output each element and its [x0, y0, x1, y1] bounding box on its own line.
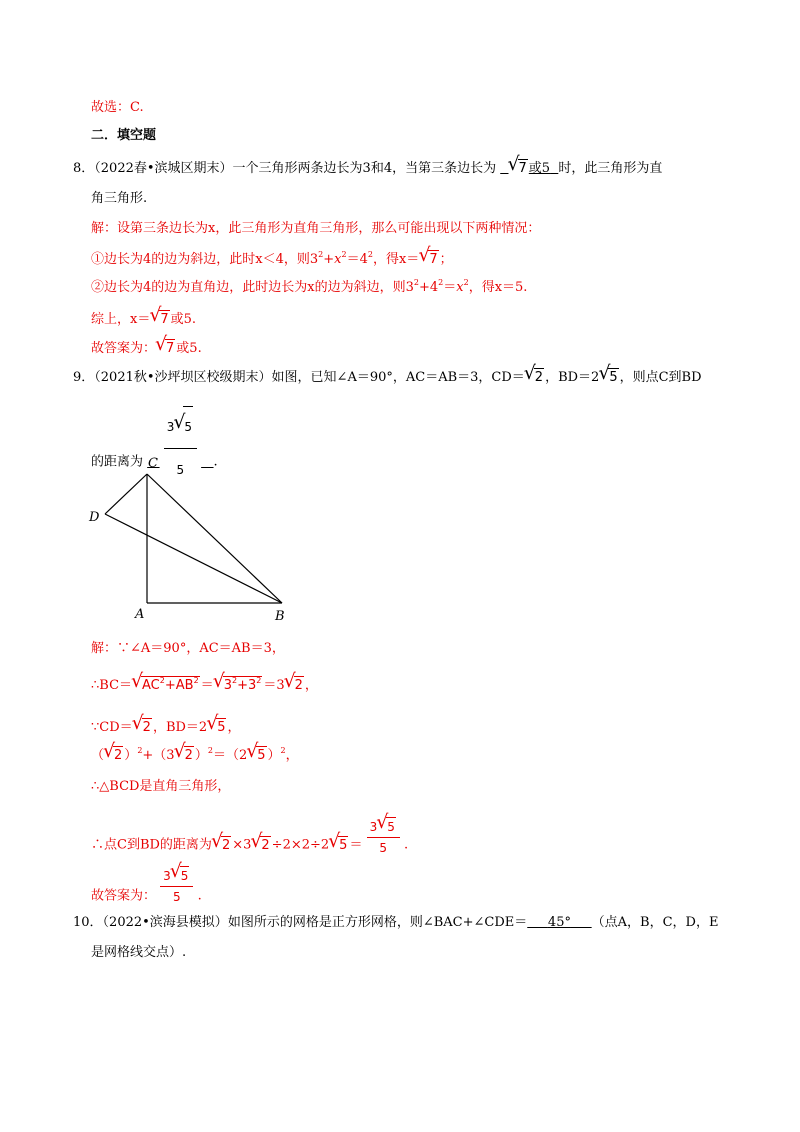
q9-solution-4: （√ 2 ）$^2$+（3√ 2 ）$^2$＝（2√ 5 ）$^2$，: [91, 746, 299, 765]
point-d-label: D: [89, 510, 100, 525]
q9-solution-3: ∵CD＝√ 2 ，BD＝2√ 5 ，: [91, 718, 240, 737]
question-text: 时，此三角形为直: [558, 161, 663, 176]
question-10-line-2: 是网格线交点）.: [91, 945, 187, 960]
q8-solution-5: 故答案为：√ 7 或5.: [91, 339, 202, 358]
question-8-line-2: 角三角形.: [91, 191, 148, 206]
question-9-line-1: 9．（2021秋•沙坪坝区校级期末）如图，已知∠A＝90°，AC＝AB＝3，CD＝√ 2 ，BD＝2√ 5 ，则点C到BD: [73, 368, 702, 387]
previous-answer: 故选：C.: [91, 100, 144, 115]
point-b-label: B: [275, 609, 285, 624]
segment-cb: [147, 474, 282, 603]
q8-solution-1: 解：设第三条边长为x，此三角形为直角三角形，那么可能出现以下两种情况：: [91, 221, 541, 236]
question-10-line-1: 10．（2022•滨海县模拟）如图所示的网格是正方形网格，则∠BAC+∠CDE＝ 45° （点A，B，C，D，E: [73, 915, 719, 930]
question-9-line-2: 的距离为 $\frac{3√ 5}{5}$ .: [91, 420, 218, 504]
q9-solution-2: ∴BC＝√ $AC^2+AB^2$ ＝√ $3^2+3^2 =3√$ 2 ，: [91, 676, 318, 695]
answer-fraction: $\frac{3√ 5}{5}$: [164, 406, 197, 490]
q8-solution-2: ①边长为4的边为斜边，此时x＜4，则$3^2+x^2=4^2$，得x＝√ 7 ；: [91, 250, 453, 269]
q8-solution-4: 综上，x＝√ 7 或5.: [91, 310, 196, 329]
triangle-figure: [85, 455, 305, 630]
question-8-line-1: [73, 159, 662, 178]
question-number: 8．: [73, 161, 95, 176]
q8-solution-3: ②边长为4的边为直角边，此时边长为x的边为斜边，则$3^2+4^2=x^2$，得x＝5.: [91, 278, 528, 295]
segment-cd: [105, 474, 147, 514]
question-source: （2022春•滨城区期末）: [94, 161, 233, 176]
question-text: 一个三角形两条边长为3和4，当第三条边长为: [232, 161, 497, 176]
q9-solution-1: 解：∵∠A＝90°，AC＝AB＝3，: [91, 641, 285, 656]
section-heading: 二．填空题: [91, 128, 157, 143]
q9-solution-5: ∴△BCD是直角三角形，: [91, 779, 231, 794]
segment-db: [105, 514, 282, 603]
point-c-label: C: [148, 456, 158, 471]
point-a-label: A: [135, 607, 145, 622]
answer-blank: 45°: [547, 915, 571, 930]
q9-solution-6: ∴点C到BD的距离为√ 2 ×3√ 2 ÷2×2÷2√ 5 ＝ $\frac{3√ 5}{5}$ .: [91, 825, 408, 865]
answer-blank: √ 7 或5: [500, 159, 558, 178]
q9-solution-7: 故答案为： $\frac{3√ 5}{5}$ .: [91, 876, 202, 916]
